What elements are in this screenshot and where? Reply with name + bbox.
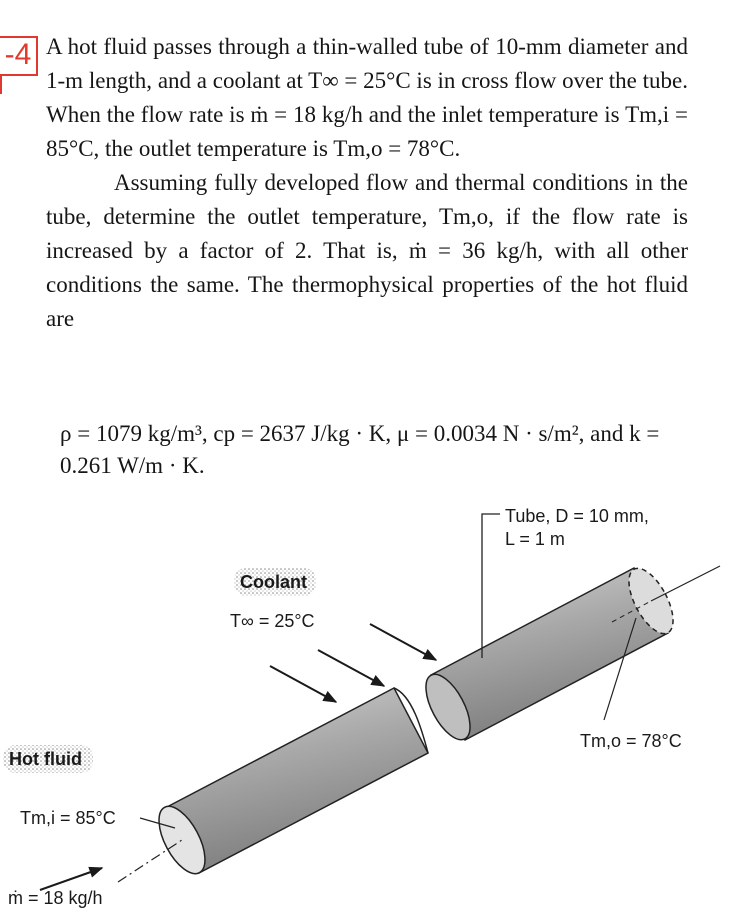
hot-fluid-label: Hot fluid — [9, 749, 82, 769]
tube-label-line2: L = 1 m — [505, 529, 565, 549]
coolant-arrow-2 — [318, 650, 384, 686]
tube-diagram — [0, 500, 734, 913]
coolant-temp: T∞ = 25°C — [230, 611, 315, 631]
problem-paragraph-2: Assuming fully developed flow and thermal conditions in the tube, determine the outlet temperature, Tm,o, if the flow rate is increased by a factor of 2. That is, ṁ = 36 kg/h, with all other conditions the same. The thermophysical properties of the hot fluid are — [46, 170, 688, 331]
coolant-arrow-3 — [270, 666, 336, 702]
inlet-flow-arrow — [40, 868, 102, 890]
fluid-properties: ρ = 1079 kg/m³, cp = 2637 J/kg · K, μ = 0.0034 N · s/m², and k = 0.261 W/m · K. — [60, 421, 660, 478]
problem-paragraph-1: A hot fluid passes through a thin-walled tube of 10-mm diameter and 1-m length, and a coolant at T∞ = 25°C is in cross flow over the tube. When the flow rate is ṁ = 18 kg/h and the inlet temperature is Tm,i = 85°C, the outlet temperature is Tm,o = 78°C. — [46, 34, 688, 161]
tube-centerline-inlet — [118, 840, 182, 882]
coolant-label: Coolant — [240, 572, 307, 592]
coolant-arrow-1 — [370, 624, 436, 660]
tube-label-leader — [482, 514, 500, 658]
tube-left-segment — [165, 688, 428, 873]
problem-statement — [46, 30, 688, 336]
badge-marker-line — [0, 76, 2, 94]
inlet-temp-label: Tm,i = 85°C — [20, 808, 116, 828]
flow-rate-label: ṁ = 18 kg/h — [8, 888, 103, 908]
outlet-temp-label: Tm,o = 78°C — [580, 731, 682, 751]
tube-label-line1: Tube, D = 10 mm, — [505, 506, 649, 526]
tube-centerline-outlet — [651, 566, 720, 601]
problem-number-badge: -4 — [0, 36, 38, 76]
